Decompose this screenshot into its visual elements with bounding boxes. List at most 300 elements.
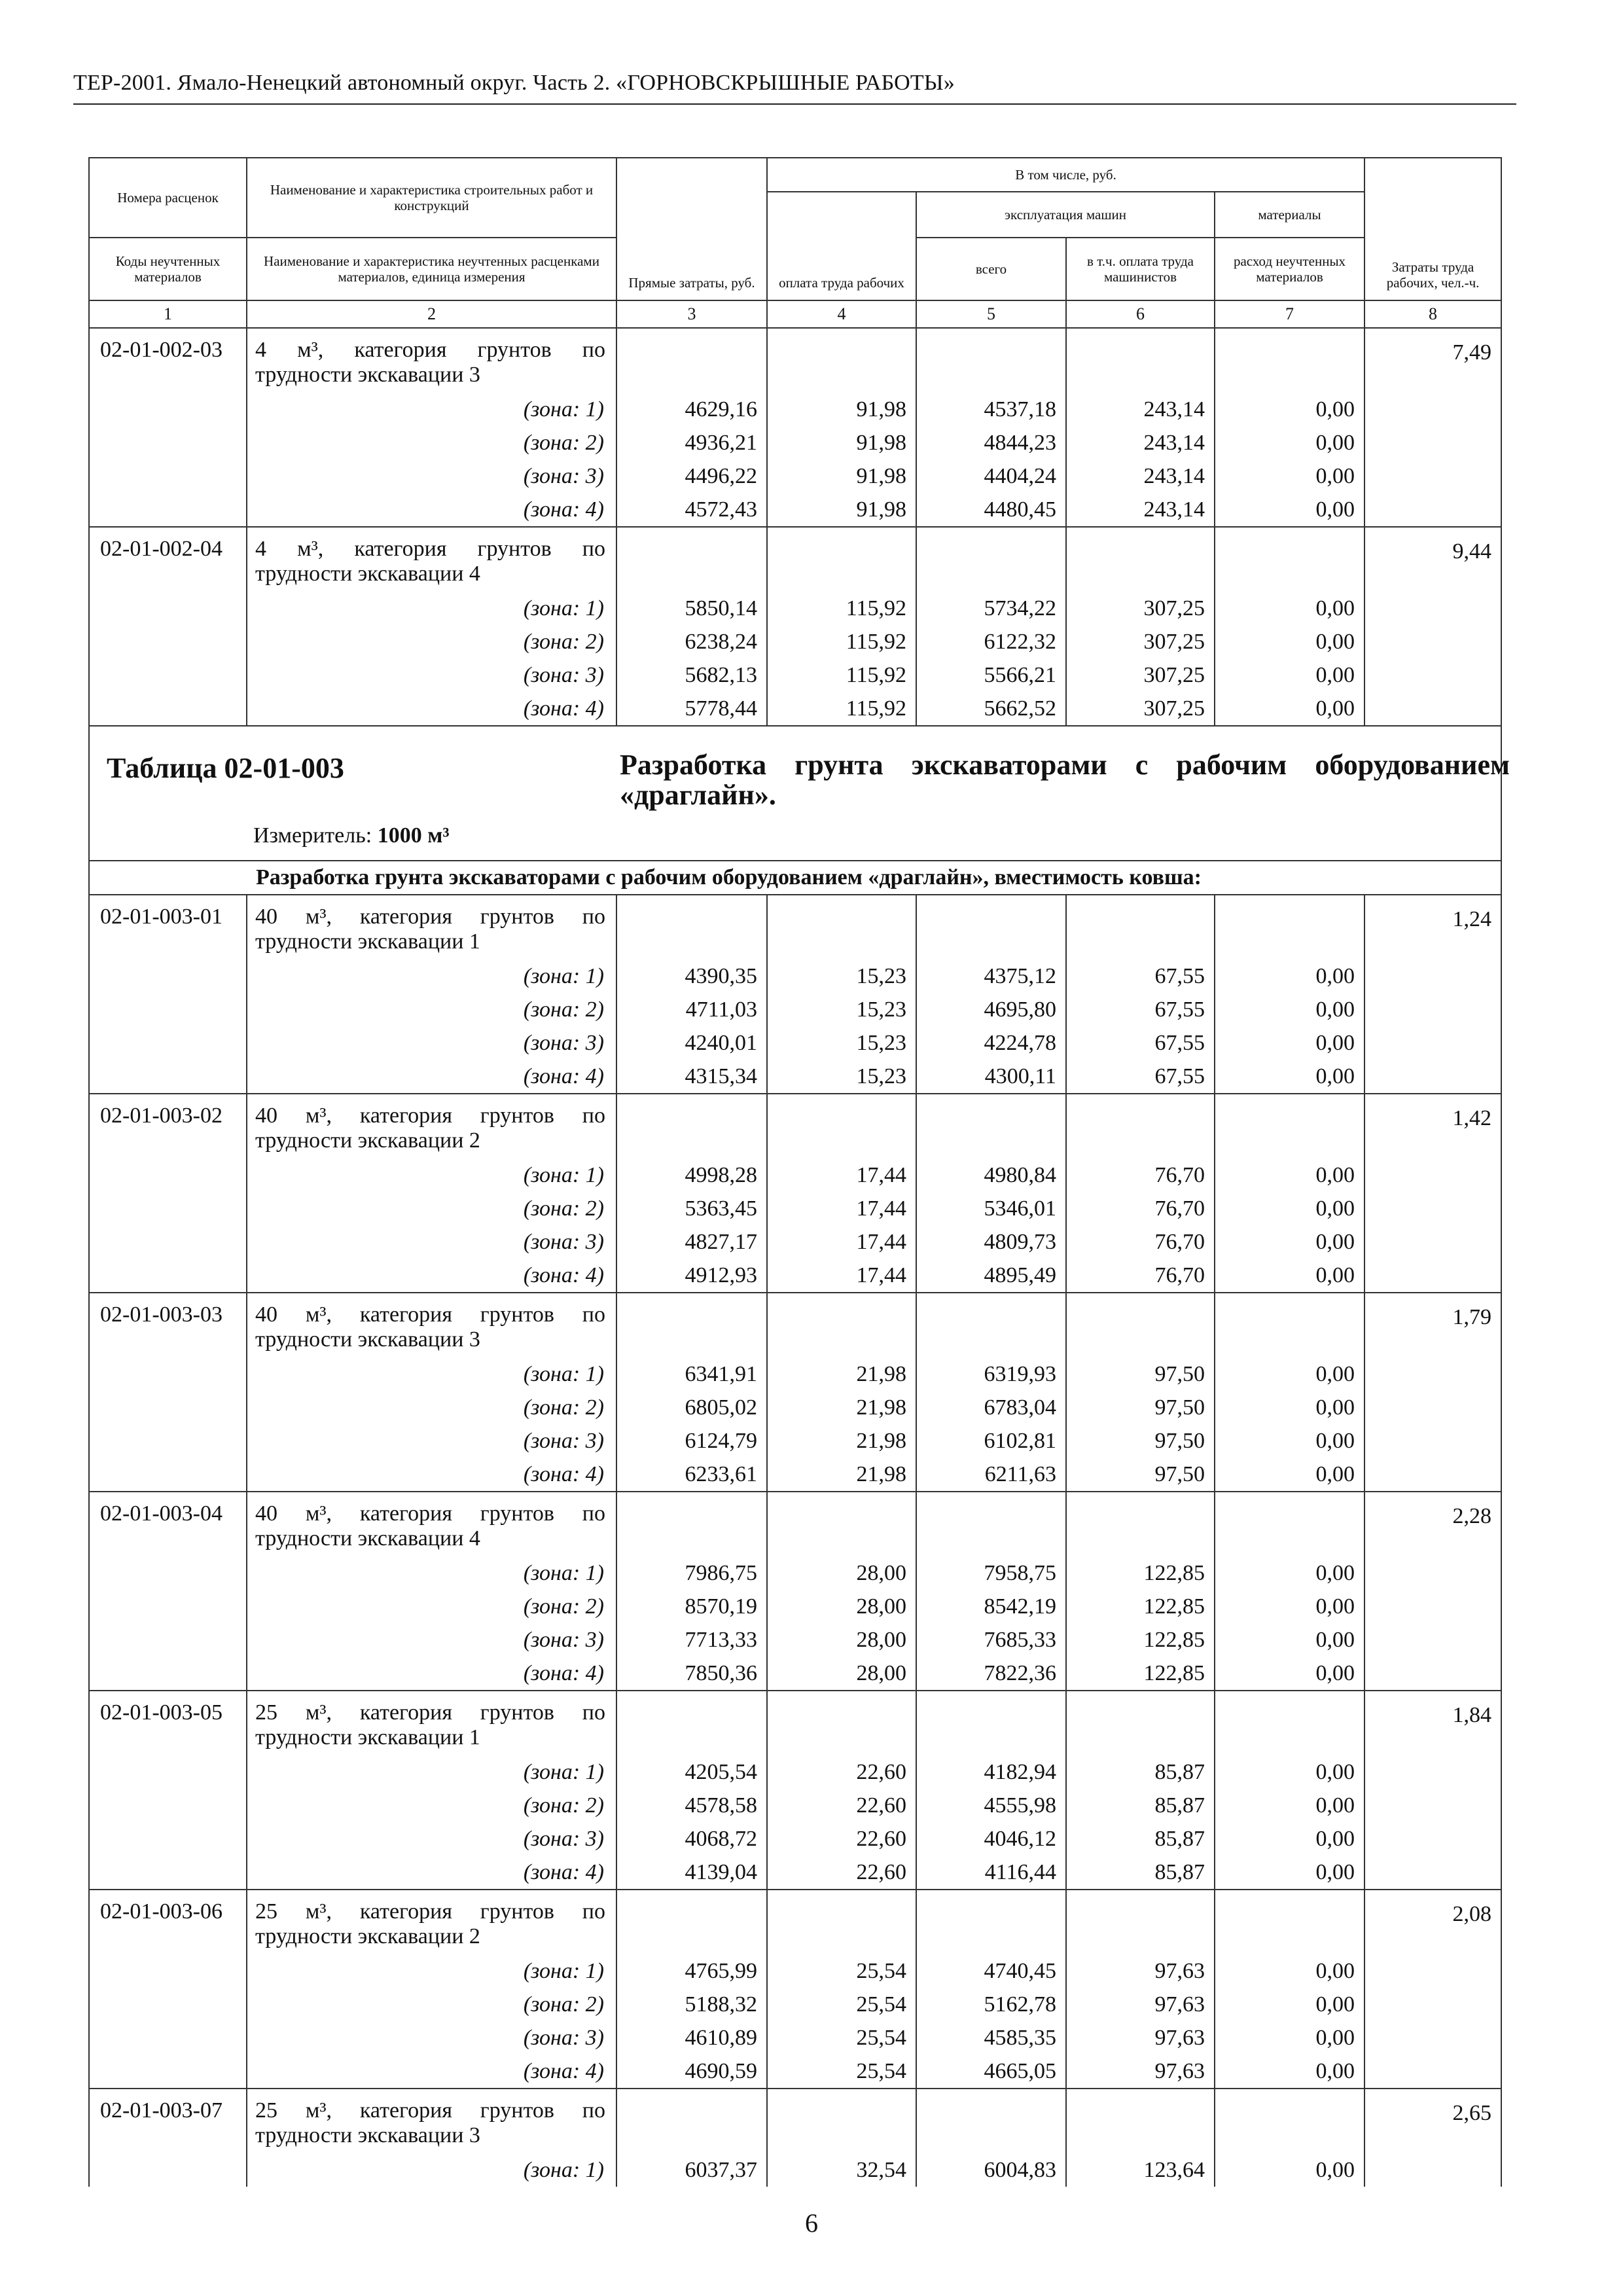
empty-cell: [767, 1492, 916, 1556]
direct-cost: 6805,02: [616, 1391, 767, 1424]
empty-cell: [1066, 1293, 1215, 1357]
materials-cost: 0,00: [1215, 1391, 1364, 1424]
machinist-wage: 123,64: [1066, 2153, 1215, 2187]
zone-label: (зона: 4): [247, 1657, 616, 1691]
zone-label: (зона: 3): [247, 1424, 616, 1458]
machine-total: 5346,01: [916, 1192, 1066, 1225]
zone-label: (зона: 2): [247, 1590, 616, 1623]
materials-cost: 0,00: [1215, 1259, 1364, 1293]
machine-total: 4116,44: [916, 1856, 1066, 1890]
machine-total: 6122,32: [916, 625, 1066, 658]
table-unit: [253, 823, 450, 848]
machine-total: 4740,45: [916, 1954, 1066, 1988]
zone-label: (зона: 1): [247, 1556, 616, 1590]
col2-bottom-header: Наименование и характеристика неучтенных расценками материалов, единица измерения: [247, 238, 616, 300]
materials-cost: 0,00: [1215, 1357, 1364, 1391]
materials-cost: 0,00: [1215, 1822, 1364, 1856]
zone-row: [89, 1822, 1501, 1856]
empty-cell: [1066, 328, 1215, 393]
empty-cell: [1066, 1094, 1215, 1158]
empty-cell: [616, 1094, 767, 1158]
materials-cost: 0,00: [1215, 1590, 1364, 1623]
labor-cost: 2,28: [1364, 1492, 1501, 1691]
worker-wage: 17,44: [767, 1158, 916, 1192]
rate-entry-row: [89, 1492, 1501, 1556]
worker-wage: 17,44: [767, 1259, 916, 1293]
worker-wage: 91,98: [767, 426, 916, 459]
zone-label: (зона: 4): [247, 2054, 616, 2089]
machine-total: 4300,11: [916, 1060, 1066, 1094]
direct-cost: 4390,35: [616, 960, 767, 993]
worker-wage: 91,98: [767, 459, 916, 493]
machine-total: 6319,93: [916, 1357, 1066, 1391]
zone-row: [89, 1424, 1501, 1458]
machinist-wage: 122,85: [1066, 1657, 1215, 1691]
zone-row: [89, 1988, 1501, 2021]
zone-label: (зона: 1): [247, 1755, 616, 1789]
empty-cell: [916, 1492, 1066, 1556]
rate-description: 40 м³, категория грунтов по трудности экскавации 3: [247, 1293, 616, 1357]
machine-total: 4695,80: [916, 993, 1066, 1026]
zone-label: (зона: 3): [247, 658, 616, 692]
zone-row: [89, 1458, 1501, 1492]
materials-cost: 0,00: [1215, 426, 1364, 459]
worker-wage: 22,60: [767, 1822, 916, 1856]
rate-entry-row: [89, 1691, 1501, 1755]
rate-entry-row: [89, 1890, 1501, 1954]
zone-label: (зона: 1): [247, 1357, 616, 1391]
direct-cost: 4936,21: [616, 426, 767, 459]
machinist-wage: 76,70: [1066, 1225, 1215, 1259]
empty-cell: [1066, 1691, 1215, 1755]
machine-total: 4844,23: [916, 426, 1066, 459]
machine-total: 6211,63: [916, 1458, 1066, 1492]
zone-row: [89, 1657, 1501, 1691]
machinist-wage: 97,63: [1066, 2021, 1215, 2054]
materials-cost: 0,00: [1215, 692, 1364, 726]
zone-row: [89, 658, 1501, 692]
rate-entry-row: [89, 1293, 1501, 1357]
worker-wage: 25,54: [767, 2054, 916, 2089]
rate-code: 02-01-003-06: [89, 1890, 247, 2089]
running-header: ТЕР-2001. Ямало-Ненецкий автономный округ. Часть 2. «ГОРНОВСКРЫШНЫЕ РАБОТЫ»: [73, 71, 955, 95]
worker-wage: 15,23: [767, 993, 916, 1026]
materials-cost: 0,00: [1215, 1988, 1364, 2021]
worker-wage: 15,23: [767, 960, 916, 993]
machinist-wage: 97,50: [1066, 1391, 1215, 1424]
empty-cell: [1215, 1691, 1364, 1755]
zone-row: [89, 1391, 1501, 1424]
col4-header: оплата труда рабочих: [767, 192, 916, 300]
machinist-wage: 243,14: [1066, 426, 1215, 459]
direct-cost: 6124,79: [616, 1424, 767, 1458]
worker-wage: 28,00: [767, 1657, 916, 1691]
machinist-wage: 243,14: [1066, 393, 1215, 426]
direct-cost: 4827,17: [616, 1225, 767, 1259]
materials-cost: 0,00: [1215, 592, 1364, 625]
zone-label: (зона: 1): [247, 960, 616, 993]
direct-cost: 5778,44: [616, 692, 767, 726]
empty-cell: [1215, 1492, 1364, 1556]
worker-wage: 28,00: [767, 1623, 916, 1657]
rate-description: 4 м³, категория грунтов по трудности экскавации 4: [247, 527, 616, 592]
entries-group-b: [89, 895, 1501, 2187]
empty-cell: [767, 895, 916, 960]
table-code: Таблица 02-01-003: [107, 752, 344, 784]
machinist-wage: 85,87: [1066, 1755, 1215, 1789]
col3-header: Прямые затраты, руб.: [616, 158, 767, 300]
materials-cost: 0,00: [1215, 393, 1364, 426]
empty-cell: [916, 1890, 1066, 1954]
materials-cost: 0,00: [1215, 1623, 1364, 1657]
materials-cost: 0,00: [1215, 1158, 1364, 1192]
machine-total: 4404,24: [916, 459, 1066, 493]
machinist-wage: 97,50: [1066, 1458, 1215, 1492]
rate-entry-row: [89, 2089, 1501, 2153]
labor-cost: 2,08: [1364, 1890, 1501, 2089]
materials-cost: 0,00: [1215, 1225, 1364, 1259]
col6-header: в т.ч. оплата труда машинистов: [1066, 238, 1215, 300]
machinist-wage: 85,87: [1066, 1856, 1215, 1890]
materials-cost: 0,00: [1215, 1060, 1364, 1094]
labor-cost: 1,79: [1364, 1293, 1501, 1492]
zone-label: (зона: 3): [247, 1026, 616, 1060]
worker-wage: 91,98: [767, 493, 916, 527]
rate-entry-row: [89, 1094, 1501, 1158]
zone-row: [89, 625, 1501, 658]
direct-cost: 4068,72: [616, 1822, 767, 1856]
zone-label: (зона: 2): [247, 426, 616, 459]
zone-row: [89, 692, 1501, 726]
direct-cost: 5363,45: [616, 1192, 767, 1225]
empty-cell: [1066, 527, 1215, 592]
zone-label: (зона: 1): [247, 393, 616, 426]
zone-label: (зона: 3): [247, 1225, 616, 1259]
worker-wage: 32,54: [767, 2153, 916, 2187]
zone-label: (зона: 3): [247, 1822, 616, 1856]
machine-total: 4665,05: [916, 2054, 1066, 2089]
labor-cost: 7,49: [1364, 328, 1501, 527]
zone-row: [89, 2054, 1501, 2089]
rate-code: 02-01-003-04: [89, 1492, 247, 1691]
col1-bottom-header: Коды неучтенных материалов: [89, 238, 247, 300]
machinist-wage: 307,25: [1066, 658, 1215, 692]
column-numbers-row: [89, 300, 1501, 328]
zone-row: [89, 1755, 1501, 1789]
rate-code: 02-01-003-01: [89, 895, 247, 1094]
worker-wage: 25,54: [767, 2021, 916, 2054]
worker-wage: 115,92: [767, 592, 916, 625]
materials-cost: 0,00: [1215, 1026, 1364, 1060]
zone-row: [89, 1856, 1501, 1890]
empty-cell: [616, 2089, 767, 2153]
direct-cost: 6238,24: [616, 625, 767, 658]
direct-cost: 4496,22: [616, 459, 767, 493]
rate-entry-row: [89, 328, 1501, 393]
machinist-wage: 67,55: [1066, 960, 1215, 993]
rate-code: 02-01-002-03: [89, 328, 247, 527]
zone-label: (зона: 1): [247, 592, 616, 625]
zone-row: [89, 459, 1501, 493]
rates-table: [88, 157, 1510, 2187]
empty-cell: [916, 895, 1066, 960]
materials-cost: 0,00: [1215, 1192, 1364, 1225]
machine-total: 6783,04: [916, 1391, 1066, 1424]
empty-cell: [767, 1293, 916, 1357]
machinist-wage: 97,50: [1066, 1424, 1215, 1458]
labor-cost: 2,65: [1364, 2089, 1501, 2187]
direct-cost: 4912,93: [616, 1259, 767, 1293]
machine-total: 6004,83: [916, 2153, 1066, 2187]
column-number: 7: [1215, 300, 1364, 328]
machinist-wage: 85,87: [1066, 1822, 1215, 1856]
rate-code: 02-01-003-07: [89, 2089, 247, 2187]
worker-wage: 21,98: [767, 1357, 916, 1391]
machine-total: 5566,21: [916, 658, 1066, 692]
worker-wage: 22,60: [767, 1789, 916, 1822]
direct-cost: 4205,54: [616, 1755, 767, 1789]
worker-wage: 25,54: [767, 1954, 916, 1988]
machine-total: 4980,84: [916, 1158, 1066, 1192]
zone-label: (зона: 3): [247, 2021, 616, 2054]
materials-cost: 0,00: [1215, 1657, 1364, 1691]
worker-wage: 15,23: [767, 1026, 916, 1060]
direct-cost: 4139,04: [616, 1856, 767, 1890]
machine-total: 4555,98: [916, 1789, 1066, 1822]
empty-cell: [916, 527, 1066, 592]
machine-total: 6102,81: [916, 1424, 1066, 1458]
materials-cost: 0,00: [1215, 2021, 1364, 2054]
direct-cost: 4998,28: [616, 1158, 767, 1192]
materials-cost: 0,00: [1215, 493, 1364, 527]
direct-cost: 4610,89: [616, 2021, 767, 2054]
machine-total: 5162,78: [916, 1988, 1066, 2021]
machinist-wage: 67,55: [1066, 993, 1215, 1026]
empty-cell: [1215, 527, 1364, 592]
zone-row: [89, 1192, 1501, 1225]
direct-cost: 4240,01: [616, 1026, 767, 1060]
worker-wage: 25,54: [767, 1988, 916, 2021]
table-subheading: Разработка грунта экскаваторами с рабочим оборудованием «драглайн», вместимость ковша:: [89, 861, 1501, 895]
direct-cost: 6341,91: [616, 1357, 767, 1391]
empty-cell: [916, 2089, 1066, 2153]
labor-cost: 9,44: [1364, 527, 1501, 726]
zone-label: (зона: 4): [247, 1458, 616, 1492]
zone-row: [89, 592, 1501, 625]
zone-row: [89, 1060, 1501, 1094]
empty-cell: [1066, 1492, 1215, 1556]
machine-total: 5662,52: [916, 692, 1066, 726]
empty-cell: [916, 328, 1066, 393]
zone-row: [89, 1789, 1501, 1822]
zone-label: (зона: 2): [247, 1988, 616, 2021]
materials-cost: 0,00: [1215, 2054, 1364, 2089]
zone-row: [89, 393, 1501, 426]
column-number: 6: [1066, 300, 1215, 328]
header-rule: [73, 103, 1516, 105]
group-materials-header: материалы: [1215, 192, 1364, 238]
machinist-wage: 97,50: [1066, 1357, 1215, 1391]
empty-cell: [767, 527, 916, 592]
zone-row: [89, 960, 1501, 993]
zone-label: (зона: 4): [247, 1060, 616, 1094]
table-003-heading: [89, 726, 1510, 895]
column-number: 8: [1364, 300, 1501, 328]
zone-label: (зона: 2): [247, 1789, 616, 1822]
direct-cost: 7713,33: [616, 1623, 767, 1657]
rate-code: 02-01-003-03: [89, 1293, 247, 1492]
materials-cost: 0,00: [1215, 1556, 1364, 1590]
machinist-wage: 97,63: [1066, 1954, 1215, 1988]
empty-cell: [616, 527, 767, 592]
rate-description: 40 м³, категория грунтов по трудности экскавации 1: [247, 895, 616, 960]
rate-description: 25 м³, категория грунтов по трудности экскавации 1: [247, 1691, 616, 1755]
direct-cost: 4315,34: [616, 1060, 767, 1094]
machine-total: 4046,12: [916, 1822, 1066, 1856]
zone-row: [89, 2153, 1501, 2187]
direct-cost: 4578,58: [616, 1789, 767, 1822]
group-machines-header: эксплуатация машин: [916, 192, 1215, 238]
worker-wage: 22,60: [767, 1755, 916, 1789]
machine-total: 4537,18: [916, 393, 1066, 426]
direct-cost: 4690,59: [616, 2054, 767, 2089]
zone-row: [89, 1357, 1501, 1391]
empty-cell: [916, 1293, 1066, 1357]
machine-total: 4375,12: [916, 960, 1066, 993]
empty-cell: [1066, 1890, 1215, 1954]
machine-total: 4895,49: [916, 1259, 1066, 1293]
machine-total: 7685,33: [916, 1623, 1066, 1657]
materials-cost: 0,00: [1215, 1856, 1364, 1890]
machine-total: 4585,35: [916, 2021, 1066, 2054]
zone-row: [89, 1026, 1501, 1060]
materials-cost: 0,00: [1215, 1789, 1364, 1822]
col2-top-header: Наименование и характеристика строительных работ и конструкций: [247, 158, 616, 238]
empty-cell: [616, 1293, 767, 1357]
col1-top-header: Номера расценок: [89, 158, 247, 238]
rate-entry-row: [89, 527, 1501, 592]
labor-cost: 1,24: [1364, 895, 1501, 1094]
machinist-wage: 76,70: [1066, 1158, 1215, 1192]
machine-total: 4480,45: [916, 493, 1066, 527]
rate-entry-row: [89, 895, 1501, 960]
column-number: 1: [89, 300, 247, 328]
machinist-wage: 307,25: [1066, 592, 1215, 625]
rate-code: 02-01-003-02: [89, 1094, 247, 1293]
group-incl-header: В том числе, руб.: [767, 158, 1364, 192]
machinist-wage: 97,63: [1066, 2054, 1215, 2089]
zone-label: (зона: 1): [247, 2153, 616, 2187]
zone-row: [89, 1623, 1501, 1657]
zone-label: (зона: 2): [247, 1391, 616, 1424]
page-number: 6: [805, 2208, 818, 2238]
machinist-wage: 67,55: [1066, 1026, 1215, 1060]
unit-label: Измеритель:: [253, 823, 372, 848]
rate-description: 25 м³, категория грунтов по трудности экскавации 2: [247, 1890, 616, 1954]
empty-cell: [767, 1890, 916, 1954]
col8-header: Затраты труда рабочих, чел.-ч.: [1364, 158, 1501, 300]
zone-row: [89, 1225, 1501, 1259]
empty-cell: [1066, 2089, 1215, 2153]
empty-cell: [1215, 1293, 1364, 1357]
machine-total: 8542,19: [916, 1590, 1066, 1623]
column-number: 2: [247, 300, 616, 328]
empty-cell: [916, 1094, 1066, 1158]
zone-label: (зона: 3): [247, 459, 616, 493]
machinist-wage: 243,14: [1066, 459, 1215, 493]
machinist-wage: 122,85: [1066, 1623, 1215, 1657]
table-title: Разработка грунта экскаваторами с рабочим оборудованием «драглайн».: [620, 749, 1510, 811]
rate-code: 02-01-002-04: [89, 527, 247, 726]
materials-cost: 0,00: [1215, 960, 1364, 993]
machinist-wage: 243,14: [1066, 493, 1215, 527]
empty-cell: [616, 1691, 767, 1755]
rate-description: 40 м³, категория грунтов по трудности экскавации 2: [247, 1094, 616, 1158]
worker-wage: 17,44: [767, 1225, 916, 1259]
worker-wage: 115,92: [767, 658, 916, 692]
zone-row: [89, 1590, 1501, 1623]
zone-label: (зона: 3): [247, 1623, 616, 1657]
worker-wage: 115,92: [767, 692, 916, 726]
materials-cost: 0,00: [1215, 625, 1364, 658]
column-number: 5: [916, 300, 1066, 328]
empty-cell: [916, 1691, 1066, 1755]
machinist-wage: 307,25: [1066, 692, 1215, 726]
machine-total: 4182,94: [916, 1755, 1066, 1789]
col5-header: всего: [916, 238, 1066, 300]
materials-cost: 0,00: [1215, 1755, 1364, 1789]
direct-cost: 5850,14: [616, 592, 767, 625]
direct-cost: 6233,61: [616, 1458, 767, 1492]
zone-label: (зона: 4): [247, 692, 616, 726]
materials-cost: 0,00: [1215, 1458, 1364, 1492]
materials-cost: 0,00: [1215, 459, 1364, 493]
worker-wage: 21,98: [767, 1424, 916, 1458]
worker-wage: 15,23: [767, 1060, 916, 1094]
materials-cost: 0,00: [1215, 2153, 1364, 2187]
zone-row: [89, 426, 1501, 459]
rate-description: 40 м³, категория грунтов по трудности экскавации 4: [247, 1492, 616, 1556]
materials-cost: 0,00: [1215, 993, 1364, 1026]
zone-label: (зона: 4): [247, 1259, 616, 1293]
rate-code: 02-01-003-05: [89, 1691, 247, 1890]
empty-cell: [767, 1094, 916, 1158]
zone-row: [89, 1158, 1501, 1192]
zone-label: (зона: 4): [247, 493, 616, 527]
machine-total: 7958,75: [916, 1556, 1066, 1590]
machinist-wage: 97,63: [1066, 1988, 1215, 2021]
entries-group-a: [89, 328, 1501, 726]
machine-total: 4224,78: [916, 1026, 1066, 1060]
machinist-wage: 122,85: [1066, 1590, 1215, 1623]
rate-description: 4 м³, категория грунтов по трудности экскавации 3: [247, 328, 616, 393]
machine-total: 5734,22: [916, 592, 1066, 625]
empty-cell: [1215, 1094, 1364, 1158]
column-number: 3: [616, 300, 767, 328]
empty-cell: [616, 1492, 767, 1556]
worker-wage: 21,98: [767, 1391, 916, 1424]
worker-wage: 91,98: [767, 393, 916, 426]
worker-wage: 28,00: [767, 1556, 916, 1590]
machinist-wage: 76,70: [1066, 1259, 1215, 1293]
machinist-wage: 76,70: [1066, 1192, 1215, 1225]
col7-header: расход неучтенных материалов: [1215, 238, 1364, 300]
zone-row: [89, 2021, 1501, 2054]
zone-row: [89, 1954, 1501, 1988]
worker-wage: 17,44: [767, 1192, 916, 1225]
direct-cost: 4765,99: [616, 1954, 767, 1988]
direct-cost: 5188,32: [616, 1988, 767, 2021]
